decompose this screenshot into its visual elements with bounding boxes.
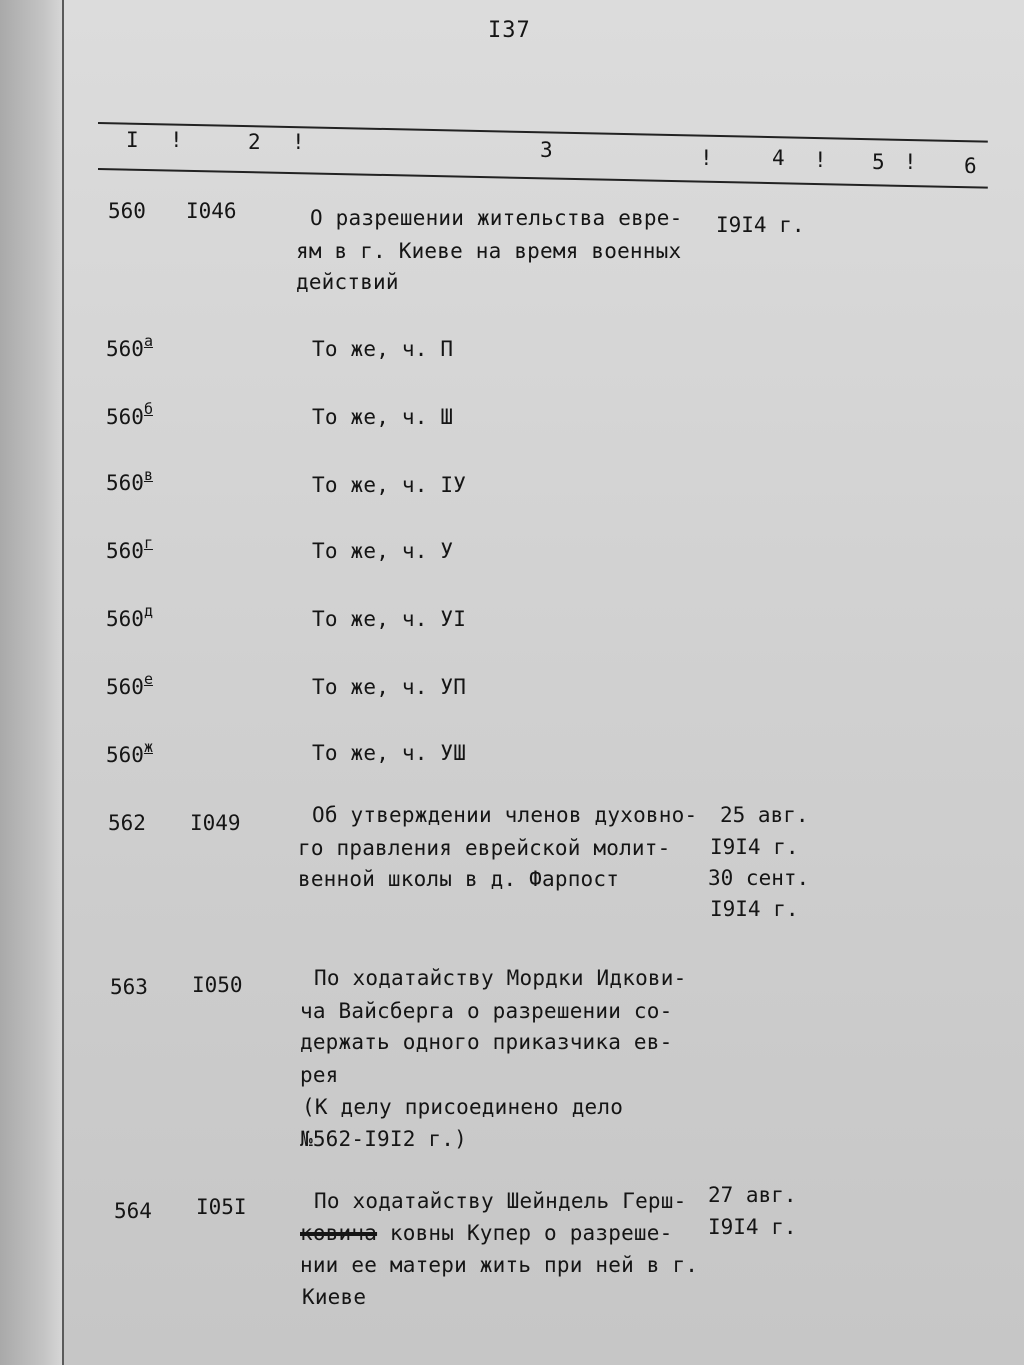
- column-header-1: I: [126, 128, 139, 152]
- column-separator: !: [904, 150, 917, 174]
- struck-out-text: ковича: [300, 1221, 378, 1245]
- row-number-suffix: д: [143, 602, 153, 620]
- row-description-line: Киеве: [302, 1285, 367, 1309]
- row-description-line: По ходатайству Мордки Идкови-: [314, 966, 687, 990]
- table-header-bottom-rule: [98, 168, 988, 189]
- row-number-suffix: ж: [143, 738, 153, 756]
- row-description-line: ча Вайсберга о разрешении со-: [300, 999, 673, 1023]
- row-date: 27 авг.: [708, 1183, 797, 1207]
- row-number: $560^е$: [106, 670, 153, 699]
- row-date: I9I4 г.: [710, 835, 799, 859]
- row-description-line: О разрешении жительства евре-: [310, 206, 683, 230]
- row-date: 25 авг.: [720, 803, 809, 827]
- row-description-line: ям в г. Киеве на время военных: [296, 239, 682, 263]
- row-description-line: То же, ч. П: [312, 337, 454, 361]
- row-description-line: Об утверждении членов духовно-: [312, 803, 698, 827]
- row-number: 560: [108, 199, 146, 223]
- row-description-line: го правления еврейской молит-: [298, 836, 671, 860]
- row-number-suffix: в: [143, 466, 153, 484]
- row-number: $560^г$: [106, 534, 153, 563]
- column-header-5: 5: [872, 150, 885, 174]
- row-number: 564: [114, 1199, 152, 1223]
- file-number: I046: [186, 199, 237, 223]
- row-number: $560^д$: [106, 602, 153, 631]
- column-separator: !: [292, 130, 305, 154]
- row-date: I9I4 г.: [710, 897, 799, 921]
- column-separator: !: [700, 146, 713, 170]
- row-description-line: венной школы в д. Фарпост: [298, 867, 620, 891]
- column-separator: !: [170, 128, 183, 152]
- row-description-line: действий: [296, 270, 399, 294]
- file-number: I049: [190, 811, 241, 835]
- row-number-suffix: г: [143, 534, 153, 552]
- row-number: 562: [108, 811, 146, 835]
- row-description-line: То же, ч. УШ: [312, 741, 467, 765]
- column-header-4: 4: [772, 146, 785, 170]
- column-header-6: 6: [964, 154, 977, 178]
- row-description-line: То же, ч. УП: [312, 675, 467, 699]
- row-number: $560^ж$: [106, 738, 153, 767]
- row-description-line: То же, ч. УI: [312, 607, 467, 631]
- row-number-suffix: а: [143, 332, 153, 350]
- row-description-line: ковича ковны Купер о разреше-: [300, 1221, 673, 1245]
- column-header-3: 3: [540, 138, 553, 162]
- page-binding-edge: [0, 0, 64, 1365]
- row-description-line: То же, ч. IУ: [312, 473, 467, 497]
- column-header-2: 2: [248, 130, 261, 154]
- row-date: 30 сент.: [708, 866, 810, 890]
- row-number: 563: [110, 975, 148, 999]
- page-number: I37: [488, 18, 531, 43]
- row-number-suffix: б: [143, 400, 153, 418]
- row-number-suffix: е: [143, 670, 153, 688]
- file-number: I050: [192, 973, 243, 997]
- row-description-line: нии ее матери жить при ней в г.: [300, 1253, 699, 1277]
- column-separator: !: [814, 148, 827, 172]
- row-note: №562-I9I2 г.): [300, 1127, 467, 1151]
- row-description-line: По ходатайству Шейндель Герш-: [314, 1189, 687, 1213]
- row-number: $560^а$: [106, 332, 153, 361]
- row-number: $560^в$: [106, 466, 153, 495]
- row-description-line: То же, ч. Ш: [312, 405, 454, 429]
- row-date: I9I4 г.: [716, 213, 805, 237]
- row-description-line: держать одного приказчика ев-: [300, 1030, 673, 1054]
- row-number: $560^б$: [106, 400, 153, 429]
- row-date: I9I4 г.: [708, 1215, 797, 1239]
- file-number: I05I: [196, 1195, 247, 1219]
- row-description-line: рея: [300, 1063, 339, 1087]
- row-description-line: То же, ч. У: [312, 539, 454, 563]
- row-note: (К делу присоединено дело: [302, 1095, 624, 1119]
